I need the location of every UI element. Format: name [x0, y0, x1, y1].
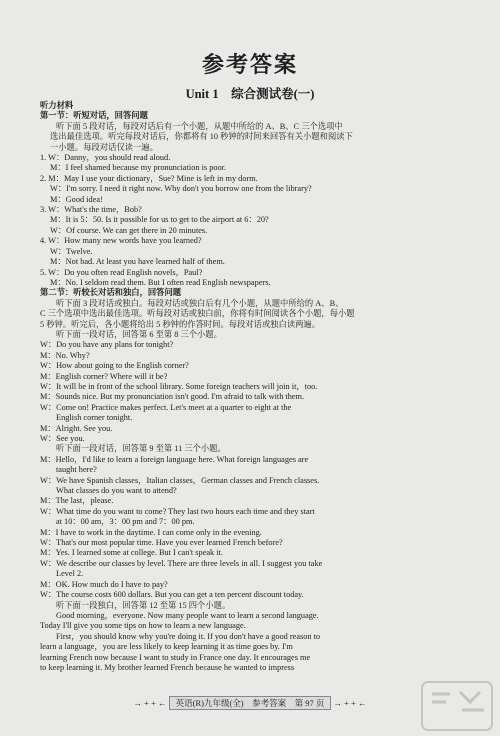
text-line: English corner tonight.	[56, 413, 133, 423]
text-line: 听下面一段对话，回答第 9 至第 11 三个小题。	[56, 444, 226, 454]
text-line: 听下面 5 段对话，每段对话后有一个小题，从题中所给的 A、B、C 三个选项中	[56, 121, 343, 131]
text-line: W：Twelve.	[50, 246, 93, 256]
text-line: M：It is 5：50. Is it possible for us to get to the airport at 6：20?	[50, 215, 269, 225]
text-line: M：The last，please.	[40, 496, 114, 506]
text-line: at 10：00 am，3：00 pm and 7：00 pm.	[56, 517, 195, 527]
text-line: 听下面一段对话，回答第 6 至第 8 三个小题。	[56, 329, 222, 339]
text-line: to keep learning it. My brother learned French because he wanted to impress	[40, 662, 295, 672]
text-line: M：Yes. I learned some at college. But I can't speak it.	[40, 548, 223, 558]
text-line: M：English corner? Where will it be?	[40, 371, 168, 381]
text-line: 1. W：Danny，you should read aloud.	[40, 153, 171, 163]
text-line: 一小题。每段对话仅读一遍。	[50, 142, 158, 152]
text-line: M：Good idea!	[50, 194, 103, 204]
text-line: 4. W：How many new words have you learned?	[40, 236, 202, 246]
text-line: 3. W：What's the time，Bob?	[40, 205, 142, 215]
text-line: C 三个选项中选出最佳选项。听每段对话或独白前，你将有时间阅读各个小题，每小题	[40, 309, 355, 319]
text-line: First，you should know why you're doing it. If you don't have a good reason to	[56, 631, 321, 641]
text-line: W：Of course. We can get there in 20 minutes.	[50, 225, 208, 235]
footer-label: 英语(R)九年级(全) 参考答案 第 97 页	[169, 696, 332, 710]
text-line: 听力材料	[40, 101, 74, 110]
text-line: 选出最佳选项。听完每段对话后，你都将有 10 秒钟的时间来回答有关小题和阅读下	[50, 132, 353, 142]
text-line: taught here?	[56, 465, 97, 475]
text-line: M：I have to work in the daytime. I can come only in the evening.	[40, 527, 262, 537]
text-line: 2. M：May I use your dictionary，Sue? Mine is left in my dorm.	[40, 173, 258, 183]
text-line: 听下面 3 段对话或独白。每段对话或独白后有几个小题，从题中所给的 A、B、	[56, 298, 344, 308]
page-title: 参考答案	[201, 52, 298, 77]
text-line: M：No. Why?	[40, 350, 90, 360]
text-line: Level 2.	[56, 569, 84, 579]
text-line: learning French now because I want to study in France one day. It encourages me	[40, 652, 311, 662]
text-line: Good morning，everyone. Now many people want to learn a second language.	[56, 610, 319, 620]
text-line: W：Come on! Practice makes perfect. Let's meet at a quarter to eight at the	[40, 402, 292, 412]
text-line: W：It will be in front of the school library. Some foreign teachers will join it，too.	[40, 381, 318, 391]
text-line: M：Not bad. At least you have learned half of them.	[50, 257, 225, 267]
text-line: W：That's our most popular time. Have you ever learned French before?	[40, 538, 283, 548]
text-line: W：How about going to the English corner?	[40, 361, 189, 371]
text-line: M：Hello，I'd like to learn a foreign language here. What foreign languages are	[40, 454, 309, 464]
text-line: learn a language，you are less likely to keep learning it as time goes by. I'm	[40, 642, 293, 652]
text-line: 第二节：听较长对话和独白，回答问题	[40, 288, 182, 298]
text-line: 5 秒钟。听完后，各小题将给出 5 秒钟的作答时间。每段对话或独白读两遍。	[40, 319, 321, 329]
footer-marks-left: → + + ←	[133, 698, 167, 708]
text-line: 听下面一段独白，回答第 12 至第 15 四个小题。	[56, 600, 231, 610]
unit-heading: Unit 1 综合测试卷(一)	[185, 87, 315, 101]
answer-body	[40, 101, 480, 673]
text-line: M：No. I seldom read them. But I often read English newspapers.	[50, 277, 271, 287]
text-line: W：See you.	[40, 434, 85, 443]
text-line: M：Alright. See you.	[40, 423, 113, 433]
watermark-logo	[420, 680, 494, 732]
text-line: M：Sounds nice. But my pronunciation isn't good. I'm afraid to talk with them.	[40, 392, 305, 402]
text-line: What classes do you want to attend?	[56, 486, 177, 496]
text-line: W：The course costs 600 dollars. But you can get a ten percent discount today.	[40, 590, 304, 600]
text-line: W：What time do you want to come? They last two hours each time and they start	[40, 506, 315, 516]
text-line: M：I feel shamed because my pronunciation is poor.	[50, 163, 227, 173]
text-line: 5. W：Do you often read English novels，Paul?	[40, 267, 203, 277]
text-line: Today I'll give you some tips on how to learn a new language.	[40, 621, 246, 631]
text-line: W：Do you have any plans for tonight?	[40, 340, 174, 350]
footer-marks-right: → + + ←	[333, 698, 367, 708]
text-line: M：OK. How much do I have to pay?	[40, 579, 168, 589]
text-line: W：I'm sorry. I need it right now. Why don't you borrow one from the library?	[50, 184, 312, 194]
text-line: W：We have Spanish classes，Italian classes，German classes and French classes.	[40, 475, 320, 485]
text-line: W：We describe our classes by level. There are three levels in all. I suggest you take	[40, 558, 323, 568]
text-line: 第一节：听短对话，回答问题	[40, 111, 148, 121]
